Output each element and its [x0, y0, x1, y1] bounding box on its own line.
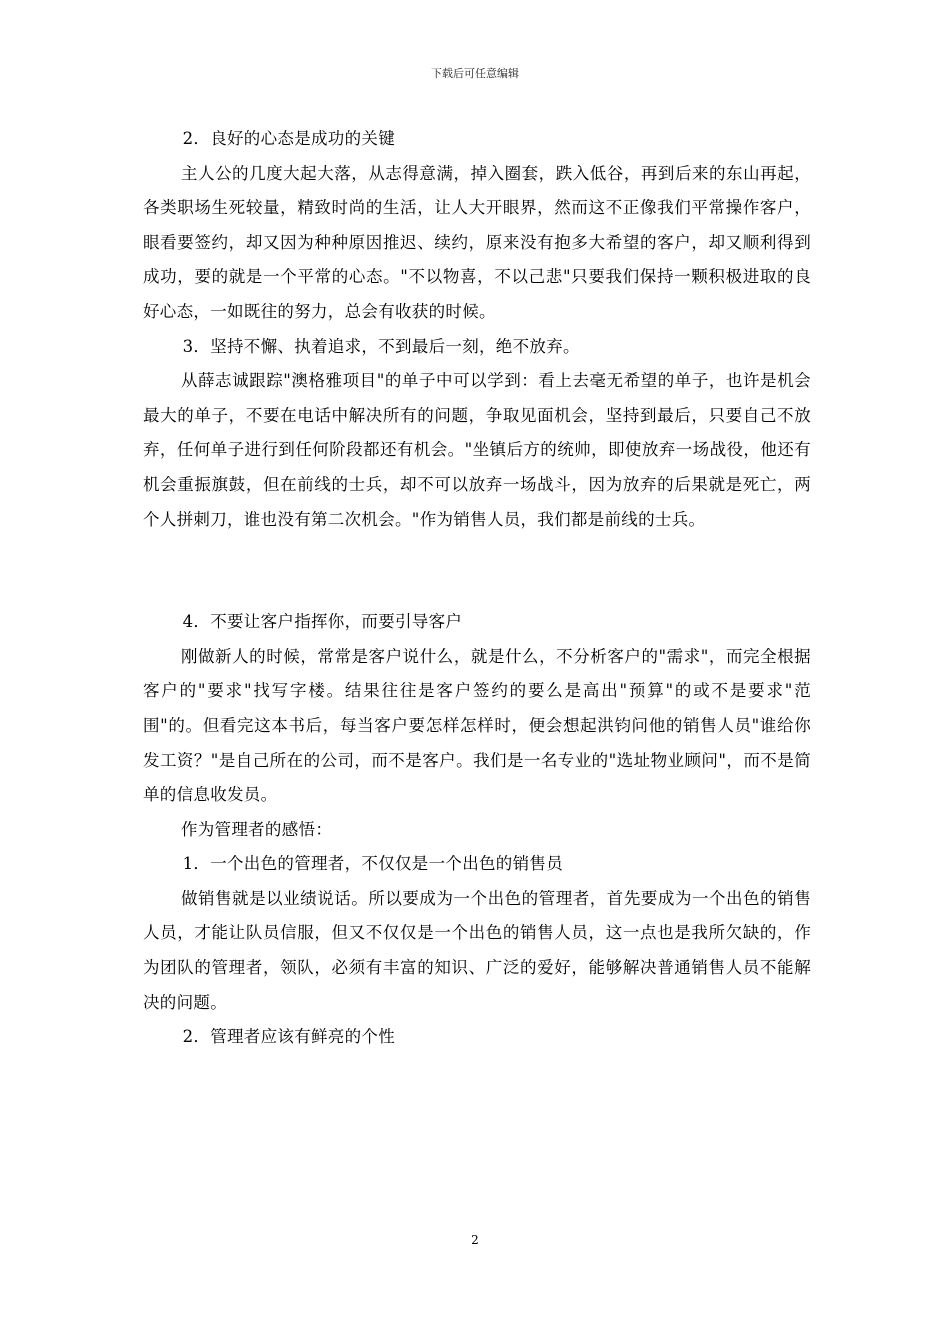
section-heading-1-manager: 1．一个出色的管理者，不仅仅是一个出色的销售员 [182, 854, 563, 874]
section-heading-2-personality: 2．管理者应该有鲜亮的个性 [182, 1027, 395, 1047]
paragraph-mindset: 主人公的几度大起大落，从志得意满，掉入圈套，跌入低谷，再到后来的东山再起，各类职场生死较量，精致时尚的生活，让人大开眼界，然而这不正像我们平常操作客户，眼看要签约，却又因为种种原因推迟、续约，原来没有抱多大希望的客户，却又顺利得到成功，要的就是一个平常的心态。"不以物喜，不以己悲"只要我们保持一颗积极进取的良好心态，一如既往的努力，总会有收获的时候。 [143, 163, 811, 321]
section-gap [143, 537, 811, 605]
section-heading-3-persistence: 3．坚持不懈、执着追求，不到最后一刻，绝不放弃。 [182, 336, 580, 356]
page-body [143, 122, 811, 1055]
section-heading-2-mindset: 2．良好的心态是成功的关键 [182, 129, 395, 148]
section-heading-4-guide-client: 4．不要让客户指挥你，而要引导客户 [182, 612, 463, 632]
paragraph-guide-client: 刚做新人的时候，常常是客户说什么，就是什么，不分析客户的"需求"，而完全根据客户的"要求"找写字楼。结果往往是客户签约的要么是高出"预算"的或不是要求"范围"的。但看完这本书后，每当客户要怎样怎样时，便会想起洪钧问他的销售人员"谁给你发工资？"是自己所在的公司，而不是客户。我们是一名专业的"选址物业顾问"，而不是简单的信息收发员。 [143, 646, 811, 805]
page-header: 下载后可任意编辑 [431, 67, 519, 80]
paragraph-manager-intro: 作为管理者的感悟： [180, 819, 333, 839]
page-number: 2 [471, 1233, 479, 1247]
paragraph-manager: 做销售就是以业绩说话。所以要成为一个出色的管理者，首先要成为一个出色的销售人员，才能让队员信服，但又不仅仅是一个出色的销售人员，这一点也是我所欠缺的，作为团队的管理者，领队，必须有丰富的知识、广泛的爱好，能够解决普通销售人员不能解决的问题。 [143, 888, 811, 1012]
paragraph-persistence: 从薛志诚跟踪"澳格雅项目"的单子中可以学到：看上去毫无希望的单子，也许是机会最大的单子，不要在电话中解决所有的问题，争取见面机会，坚持到最后，只要自己不放弃，任何单子进行到任何阶段都还有机会。"坐镇后方的统帅，即使放弃一场战役，他还有机会重振旗鼓，但在前线的士兵，却不可以放弃一场战斗，因为放弃的后果就是死亡，两个人拼刺刀，谁也没有第二次机会。"作为销售人员，我们都是前线的士兵。 [143, 371, 811, 529]
